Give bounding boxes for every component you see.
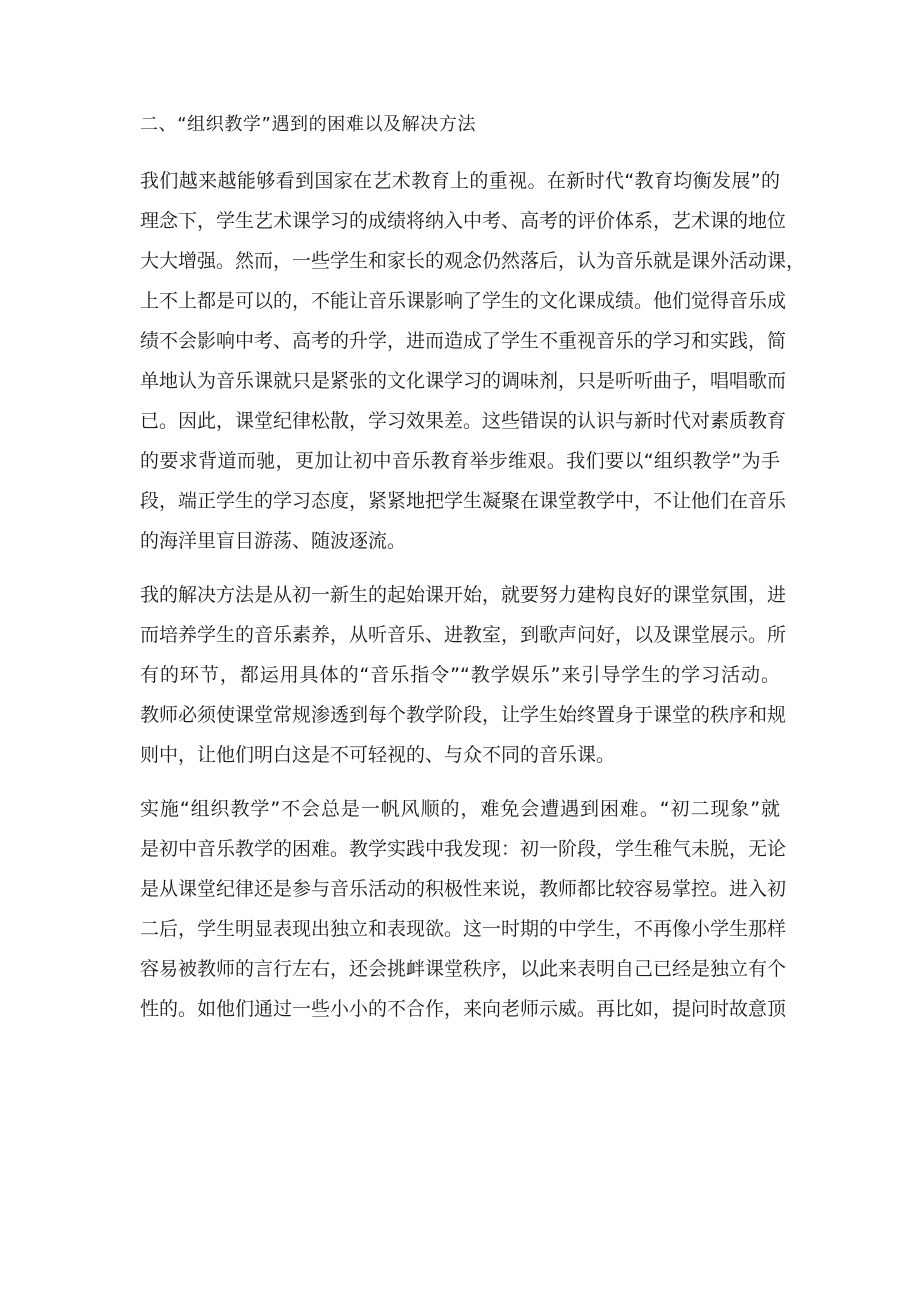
text-line: 性的。如他们通过一些小小的不合作，来向老师示威。再比如，提问时故意顶 <box>140 998 787 1020</box>
spacer <box>140 145 780 161</box>
text-line: 段，端正学生的学习态度，紧紧地把学生凝聚在课堂教学中，不让他们在音乐 <box>140 490 787 512</box>
text-line: 理念下，学生艺术课学习的成绩将纳入中考、高考的评价体系，艺术课的地位 <box>140 210 787 232</box>
text-line: 绩不会影响中考、高考的升学，进而造成了学生不重视音乐的学习和实践，简 <box>140 330 787 352</box>
text-line: 教师必须使课堂常规渗透到每个教学阶段，让学生始终置身于课堂的秩序和规 <box>140 704 787 726</box>
text-line: 二后，学生明显表现出独立和表现欲。这一时期的中学生，不再像小学生那样 <box>140 918 787 940</box>
text-line: 的海洋里盲目游荡、随波逐流。 <box>140 530 407 552</box>
text-line: 的要求背道而驰，更加让初中音乐教育举步维艰。我们要以“组织教学”为手 <box>140 450 780 472</box>
text-line: 是初中音乐教学的困难。教学实践中我发现：初一阶段，学生稚气未脱，无论 <box>140 838 787 860</box>
text-line: 大大增强。然而，一些学生和家长的观念仍然落后，认为音乐就是课外活动课， <box>140 250 806 272</box>
document-body <box>140 105 806 1029</box>
text-line: 有的环节，都运用具体的“音乐指令”“教学娱乐”来引导学生的学习活动。 <box>140 664 780 686</box>
paragraph-1 <box>140 161 806 561</box>
section-heading: 二、“组织教学”遇到的困难以及解决方法 <box>140 114 477 135</box>
text-line: 实施“组织教学”不会总是一帆风顺的，难免会遭遇到困难。“初二现象”就 <box>140 798 780 820</box>
paragraph-2 <box>140 575 787 775</box>
text-line: 已。因此，课堂纪律松散，学习效果差。这些错误的认识与新时代对素质教育 <box>140 410 787 432</box>
text-line: 单地认为音乐课就只是紧张的文化课学习的调味剂，只是听听曲子，唱唱歌而 <box>140 370 787 392</box>
text-line: 我的解决方法是从初一新生的起始课开始，就要努力建构良好的课堂氛围，进 <box>140 584 787 606</box>
paragraph-3 <box>140 789 787 1029</box>
text-line: 是从课堂纪律还是参与音乐活动的积极性来说，教师都比较容易掌控。进入初 <box>140 878 787 900</box>
text-line: 我们越来越能够看到国家在艺术教育上的重视。在新时代“教育均衡发展”的 <box>140 170 780 192</box>
spacer <box>140 775 780 789</box>
text-line: 则中，让他们明白这是不可轻视的、与众不同的音乐课。 <box>140 744 616 766</box>
text-line: 而培养学生的音乐素养，从听音乐、进教室，到歌声问好，以及课堂展示。所 <box>140 624 787 646</box>
text-line: 上不上都是可以的，不能让音乐课影响了学生的文化课成绩。他们觉得音乐成 <box>140 290 787 312</box>
text-line: 容易被教师的言行左右，还会挑衅课堂秩序，以此来表明自己已经是独立有个 <box>140 958 787 980</box>
spacer <box>140 561 780 575</box>
